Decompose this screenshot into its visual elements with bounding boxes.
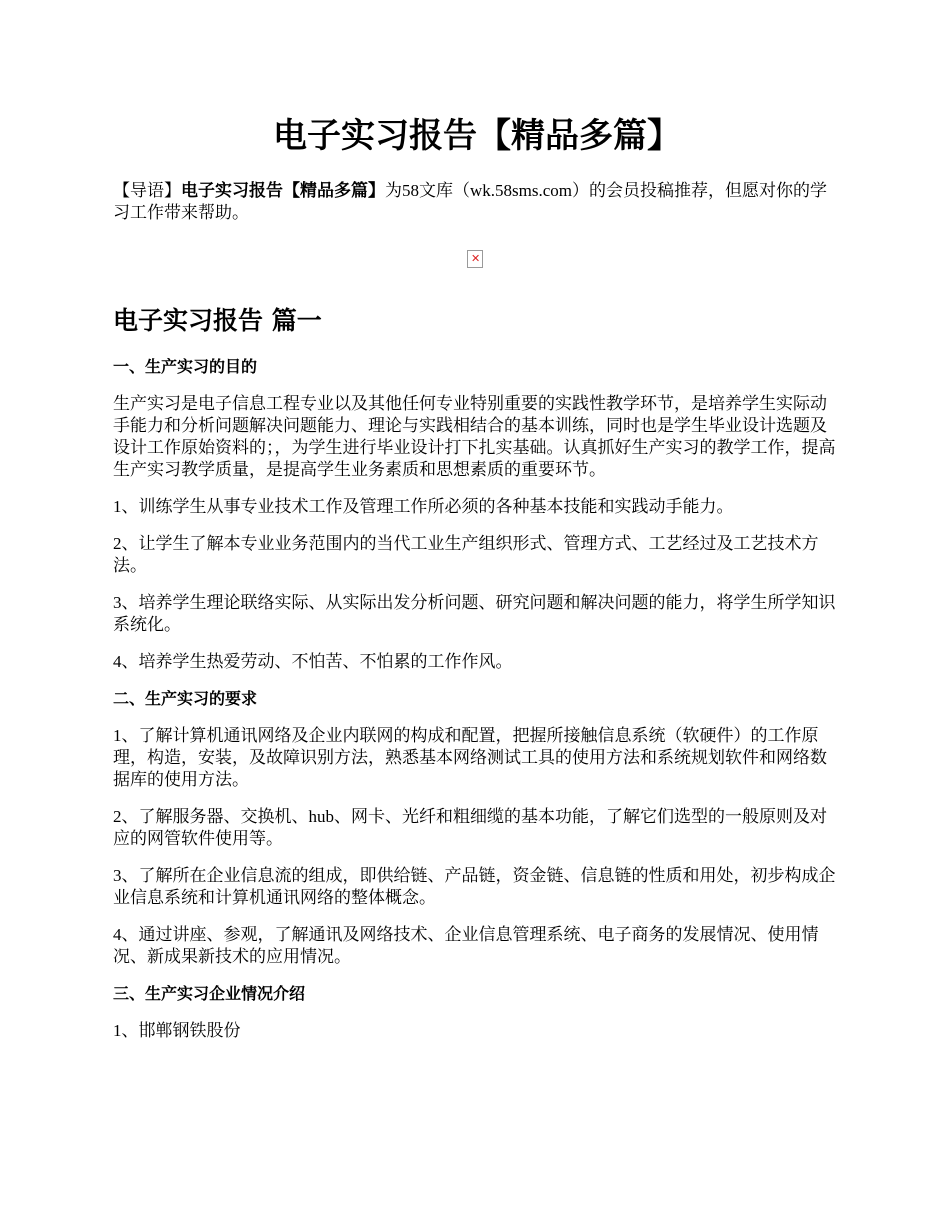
- body-paragraph: 生产实习是电子信息工程专业以及其他任何专业特别重要的实践性教学环节，是培养学生实际动手能力和分析问题解决问题能力、理论与实践相结合的基本训练，同时也是学生毕业设计选题及设计工作原始资料的；，为学生进行毕业设计打下扎实基础。认真抓好生产实习的教学工作，提高生产实习教学质量，是提高学生业务素质和思想素质的重要环节。: [113, 394, 836, 479]
- broken-image-icon: [467, 250, 483, 268]
- subsection-heading: 三、生产实习企业情况介绍: [113, 984, 306, 1003]
- document-title: 电子实习报告【精品多篇】: [273, 116, 681, 156]
- body-paragraph: 1、邯郸钢铁股份: [113, 1021, 241, 1040]
- body-paragraph: 2、了解服务器、交换机、hub、网卡、光纤和粗细缆的基本功能，了解它们选型的一般原则及对应的网管软件使用等。: [113, 807, 827, 848]
- intro-bold-title: 电子实习报告【精品多篇】: [181, 181, 385, 200]
- intro-suffix: 为58文库（wk.58sms.com）的会员投稿推荐，但愿对你的学习工作带来帮助。: [113, 181, 827, 222]
- subsection-heading: 一、生产实习的目的: [113, 357, 258, 376]
- body-paragraph: 1、了解计算机通讯网络及企业内联网的构成和配置，把握所接触信息系统（软硬件）的工作原理，构造，安装，及故障识别方法，熟悉基本网络测试工具的使用方法和系统规划软件和网络数据库的使用方法。: [113, 726, 827, 789]
- section-title: 电子实习报告 篇一: [113, 306, 322, 335]
- body-paragraph: 3、培养学生理论联络实际、从实际出发分析问题、研究问题和解决问题的能力，将学生所学知识系统化。: [113, 593, 836, 634]
- body-paragraph: 2、让学生了解本专业业务范围内的当代工业生产组织形式、管理方式、工艺经过及工艺技术方法。: [113, 534, 819, 575]
- subsection-heading: 二、生产实习的要求: [113, 689, 258, 708]
- body-paragraph: 1、训练学生从事专业技术工作及管理工作所必须的各种基本技能和实践动手能力。: [113, 497, 734, 516]
- section-content: [113, 356, 841, 1057]
- intro-paragraph: [113, 180, 841, 224]
- body-paragraph: 4、培养学生热爱劳动、不怕苦、不怕累的工作作风。: [113, 652, 513, 671]
- intro-prefix: 【导语】: [113, 181, 181, 200]
- body-paragraph: 4、通过讲座、参观，了解通讯及网络技术、企业信息管理系统、电子商务的发展情况、使用情况、新成果新技术的应用情况。: [113, 925, 819, 966]
- body-paragraph: 3、了解所在企业信息流的组成，即供给链、产品链，资金链、信息链的性质和用处，初步构成企业信息系统和计算机通讯网络的整体概念。: [113, 866, 836, 907]
- broken-image-glyph: ✕: [471, 252, 481, 265]
